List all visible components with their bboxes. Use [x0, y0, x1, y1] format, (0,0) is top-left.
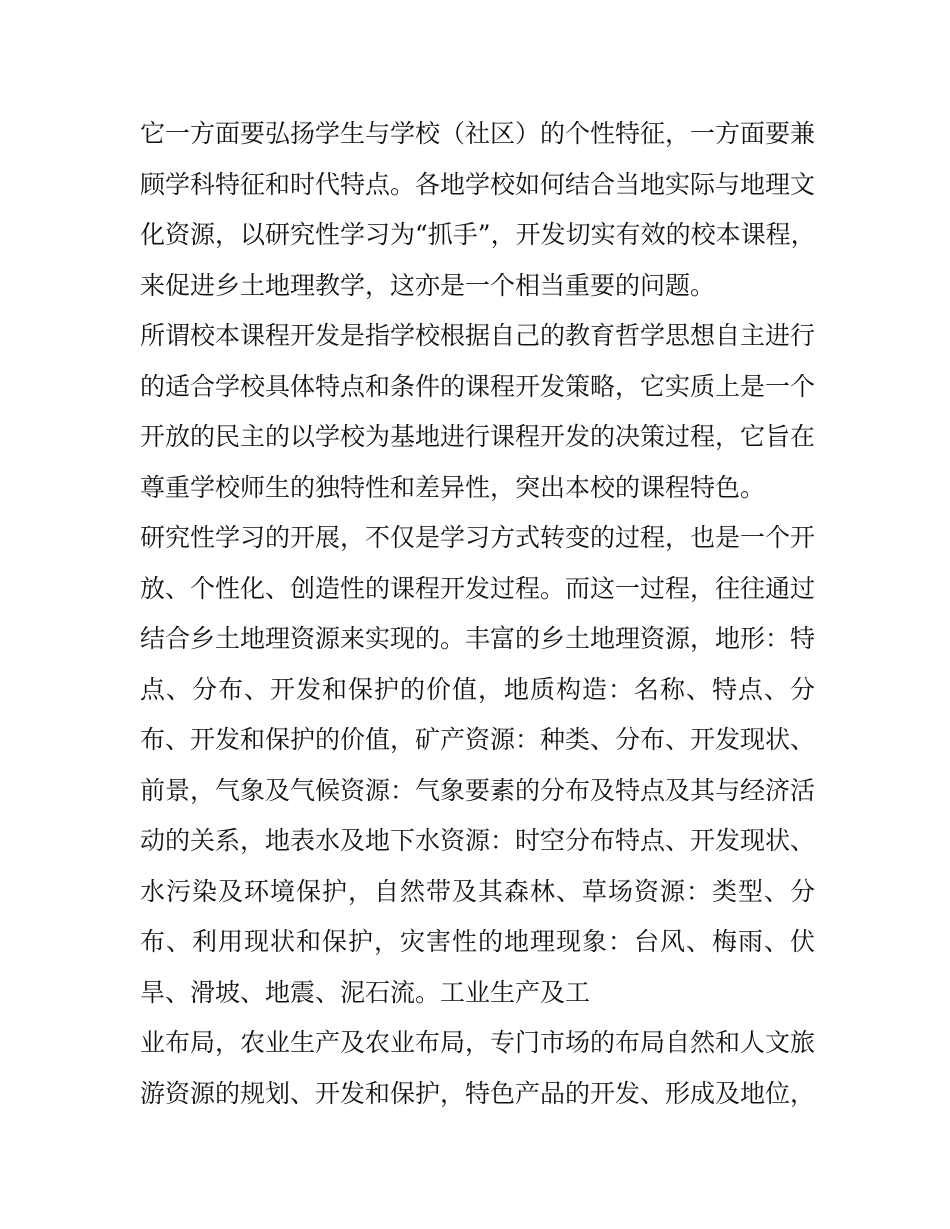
- text-line: 它一方面要弘扬学生与学校（社区）的个性特征，一方面要兼: [140, 119, 816, 148]
- text-line: 水污染及环境保护，自然带及其森林、草场资源：类型、分: [140, 876, 815, 906]
- text-line: 所谓校本课程开发是指学校根据自己的教育哲学思想自主进行: [140, 321, 816, 350]
- text-line: 布、利用现状和保护，灾害性的地理现象：台风、梅雨、伏: [140, 927, 815, 956]
- text-line: 结合乡土地理资源来实现的。丰富的乡土地理资源，地形：特: [140, 624, 816, 653]
- text-line: 尊重学校师生的独特性和差异性，突出本校的课程特色。: [140, 472, 766, 502]
- text-line: 放、个性化、创造性的课程开发过程。而这一过程，往往通过: [140, 573, 816, 603]
- text-line: 研究性学习的开展，不仅是学习方式转变的过程，也是一个开: [140, 523, 816, 552]
- text-line: 动的关系，地表水及地下水资源：时空分布特点、开发现状、: [140, 826, 816, 855]
- text-line: 布、开发和保护的价值，矿产资源：种类、分布、开发现状、: [140, 725, 816, 754]
- text-line: 游资源的规划、开发和保护，特色产品的开发、形成及地位，: [140, 1078, 816, 1108]
- text-line: 开放的民主的以学校为基地进行课程开发的决策过程，它旨在: [140, 422, 816, 451]
- text-line: 来促进乡土地理教学，这亦是一个相当重要的问题。: [140, 270, 716, 300]
- text-line: 的适合学校具体特点和条件的课程开发策略，它实质上是一个: [140, 371, 816, 401]
- text-line: 顾学科特征和时代特点。各地学校如何结合当地实际与地理文: [140, 169, 816, 199]
- text-line: 业布局，农业生产及农业布局，专门市场的布局自然和人文旅: [140, 1028, 816, 1057]
- text-line: 化资源，以研究性学习为“抓手”，开发切实有效的校本课程，: [140, 220, 816, 249]
- text-line: 前景，气象及气候资源：气象要素的分布及特点及其与经济活: [140, 775, 816, 805]
- document-body: [140, 109, 815, 1119]
- text-line: 旱、滑坡、地震、泥石流。工业生产及工: [140, 977, 591, 1007]
- text-line: 点、分布、开发和保护的价值，地质构造：名称、特点、分: [140, 674, 815, 704]
